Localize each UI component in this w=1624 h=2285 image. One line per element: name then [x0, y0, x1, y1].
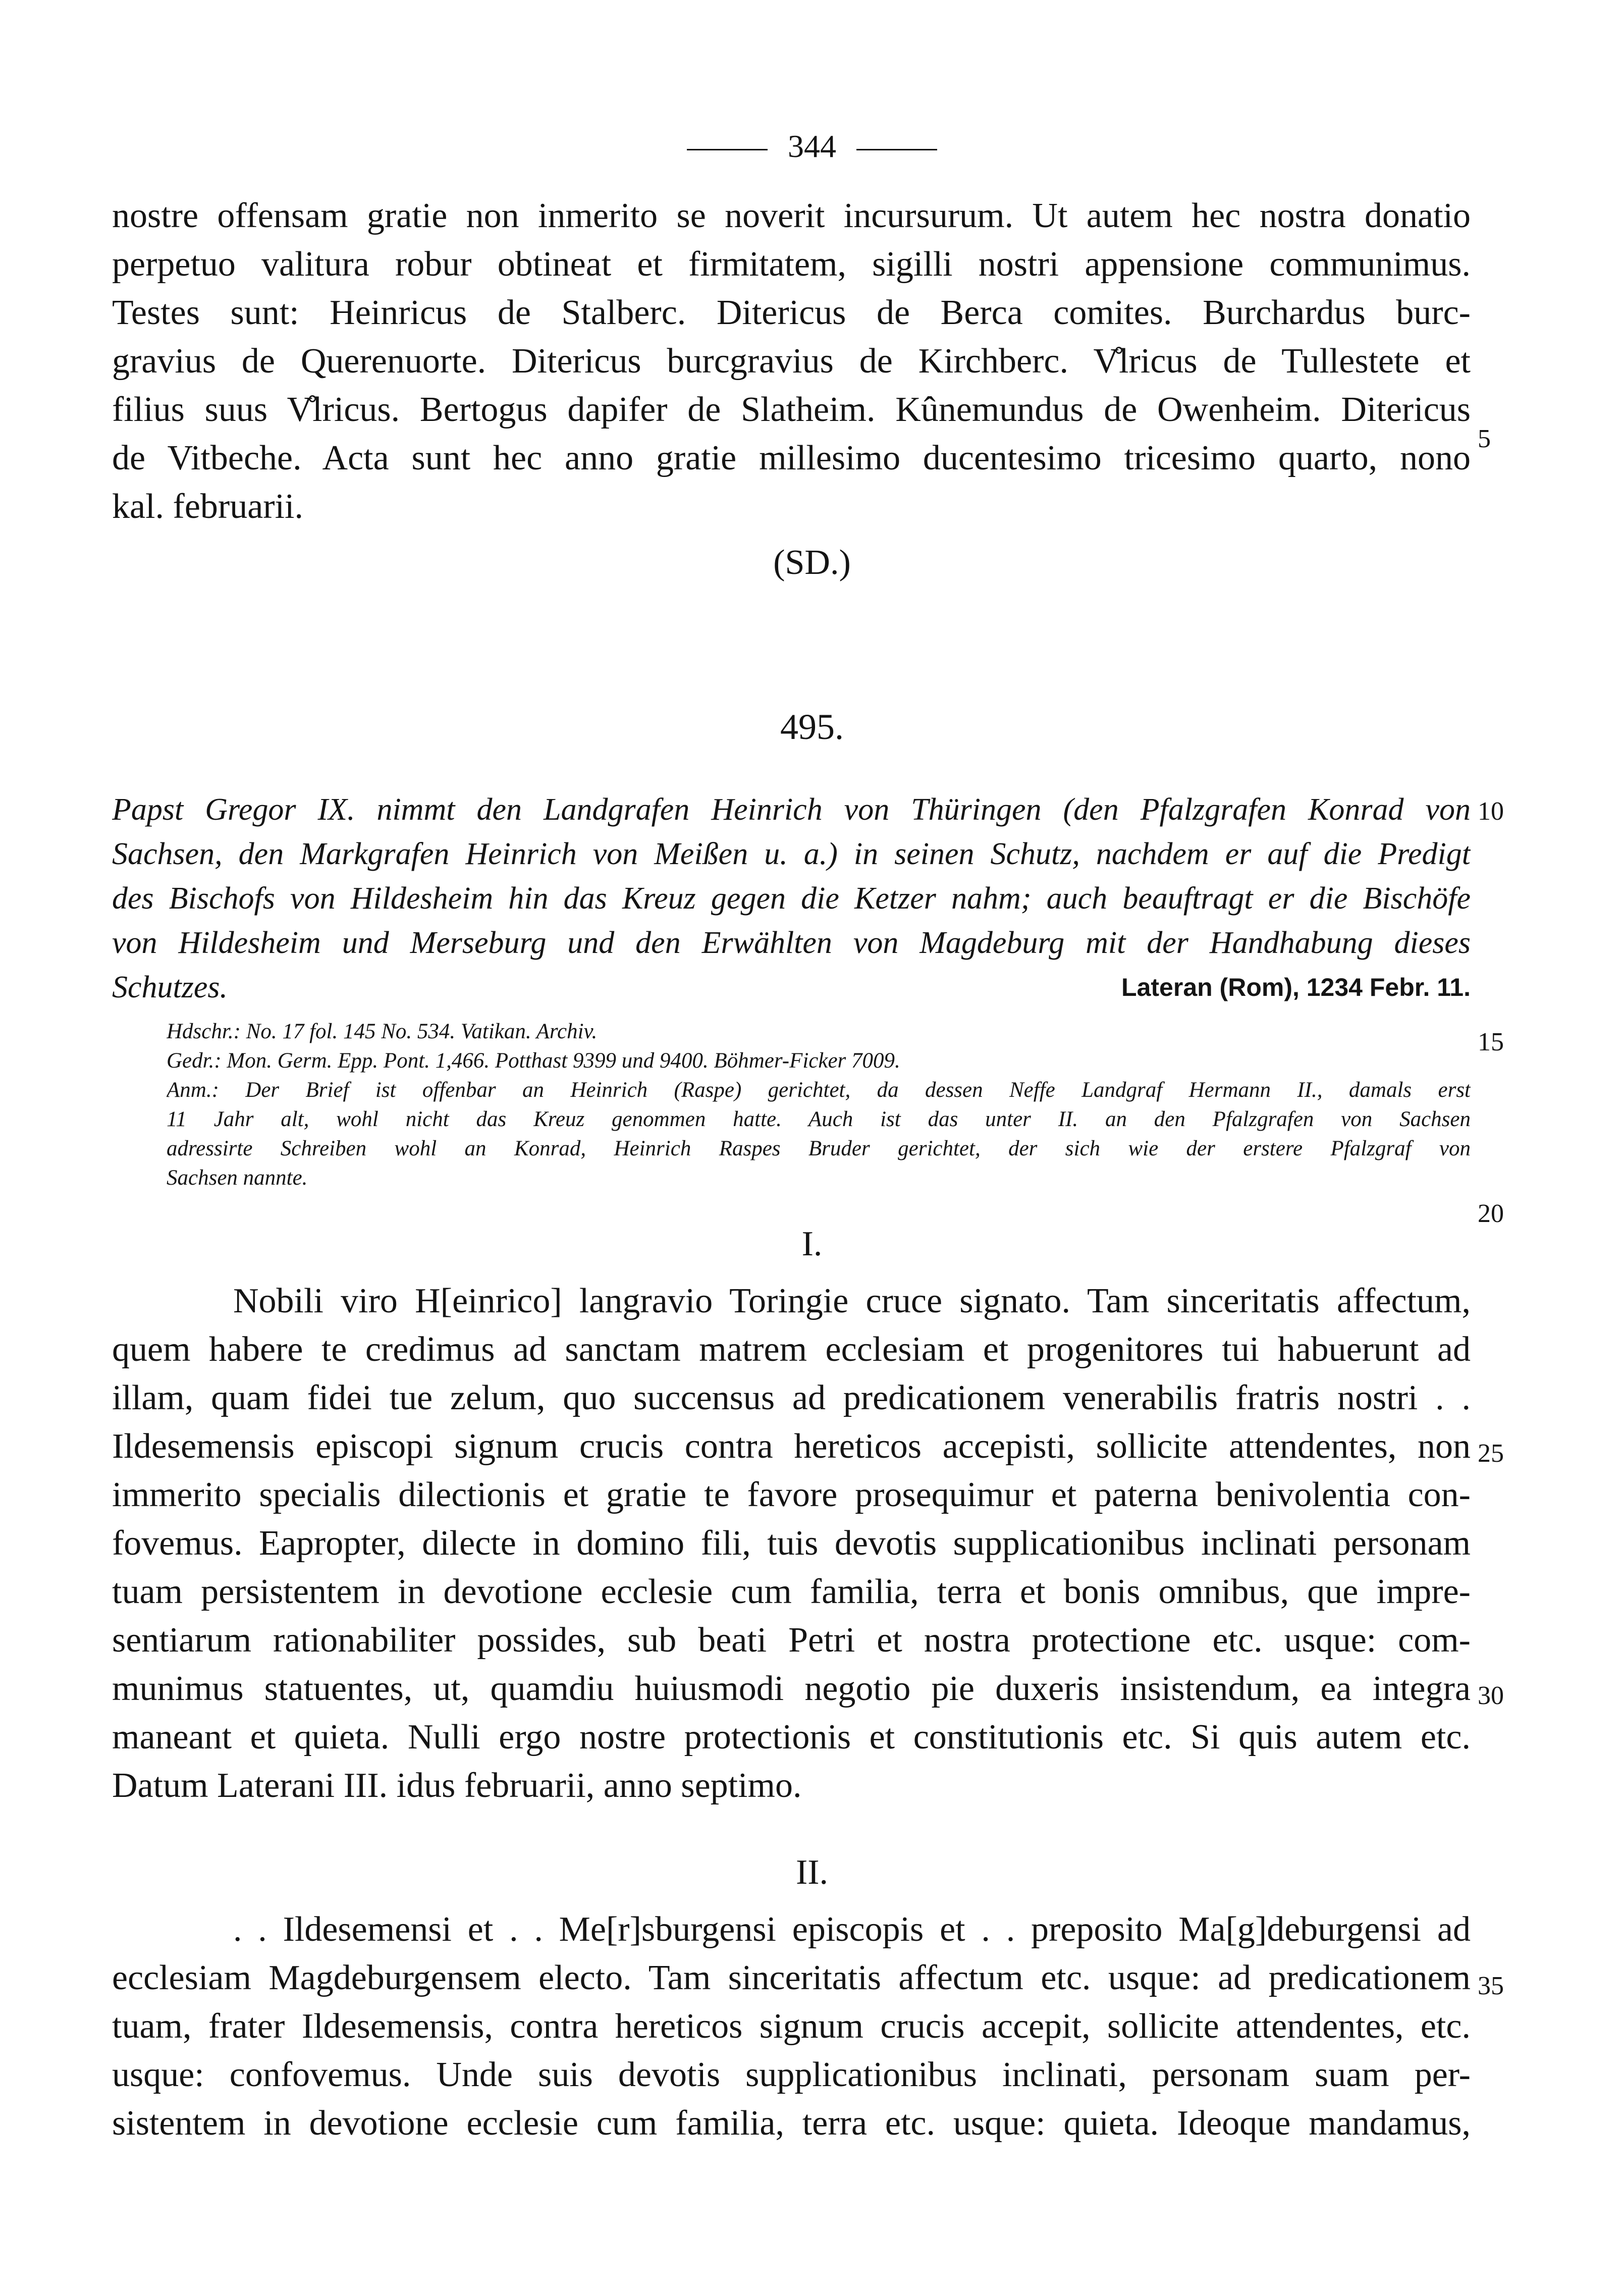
summary-line: von Hildesheim und Merseburg und den Erwählten von Magdeburg mit der Handhabung dieses — [112, 926, 1471, 960]
summary-last-line — [112, 965, 1471, 1009]
note-line: Sachsen nannte. — [167, 1166, 308, 1190]
section-heading-i: I. — [801, 1225, 823, 1263]
summary-line: Sachsen, den Markgrafen Heinrich von Meißen u. a.) in seinen Schutz, nachdem er auf die Predigt — [112, 837, 1471, 871]
section-one-line: sentiarum rationabiliter possides, sub beati Petri et nostra protectione etc. usque: com- — [112, 1621, 1471, 1660]
section-two-line: . . Ildesemensi et . . Me[r]sburgensi episcopis et . . preposito Ma[g]deburgensi ad — [233, 1910, 1471, 1949]
continuation-line: filius suus V̊lricus. Bertogus dapifer de Slatheim. Kûnemundus de Owenheim. Ditericus — [112, 390, 1471, 429]
continuation-line: de Vitbeche. Acta sunt hec anno gratie millesimo ducentesimo tricesimo quarto, nono — [112, 439, 1471, 477]
section-one-line: munimus statuentes, ut, quamdiu huiusmodi negotio pie duxeris insistendum, ea integra — [112, 1669, 1471, 1708]
note-line: 11 Jahr alt, wohl nicht das Kreuz genommen hatte. Auch ist das unter II. an den Pfalzgrafen von Sachsen — [167, 1107, 1471, 1131]
note-line: Gedr.: Mon. Germ. Epp. Pont. 1,466. Potthast 9399 und 9400. Böhmer-Ficker 7009. — [167, 1049, 900, 1073]
section-two-line: sistentem in devotione ecclesie cum familia, terra etc. usque: quieta. Ideoque mandamus, — [112, 2104, 1471, 2143]
section-one-line: illam, quam fidei tue zelum, quo succensus ad predicationem venerabilis fratris nostri . . — [112, 1378, 1471, 1417]
section-one-line: fovemus. Eapropter, dilecte in domino fili, tuis devotis supplicationibus inclinati personam — [112, 1524, 1471, 1563]
section-one-line: quem habere te credimus ad sanctam matrem ecclesiam et progenitores tui habuerunt ad — [112, 1330, 1471, 1369]
summary-line: des Bischofs von Hildesheim hin das Kreuz gegen die Ketzer nahm; auch beauftragt er die Bischöfe — [112, 881, 1471, 916]
summary-line: Papst Gregor IX. nimmt den Landgrafen Heinrich von Thüringen (den Pfalzgrafen Konrad von — [112, 792, 1471, 827]
page-header — [0, 126, 1624, 167]
margin-line-number: 10 — [1478, 797, 1504, 826]
section-one-line: Datum Laterani III. idus februarii, anno septimo. — [112, 1766, 802, 1805]
note-line: Hdschr.: No. 17 fol. 145 No. 534. Vatikan. Archiv. — [167, 1020, 598, 1043]
note-line: Anm.: Der Brief ist offenbar an Heinrich (Raspe) gerichtet, da dessen Neffe Landgraf Hermann II., damals erst — [167, 1078, 1471, 1102]
margin-line-number: 5 — [1478, 424, 1491, 453]
margin-line-number: 20 — [1478, 1199, 1504, 1228]
note-line: adressirte Schreiben wohl an Konrad, Heinrich Raspes Bruder gerichtet, der sich wie der erstere Pfalzgraf von — [167, 1137, 1471, 1160]
continuation-line: perpetuo valitura robur obtineat et firmitatem, sigilli nostri appensione communimus. — [112, 245, 1471, 284]
seal-mark: (SD.) — [773, 543, 851, 582]
section-two-line: tuam, frater Ildesemensis, contra hereticos signum crucis accepit, sollicite attendentes, etc. — [112, 2007, 1471, 2046]
section-one-line: tuam persistentem in devotione ecclesie cum familia, terra et bonis omnibus, que impre- — [112, 1572, 1471, 1611]
header-rule-right — [856, 149, 937, 150]
continuation-line: Testes sunt: Heinricus de Stalberc. Ditericus de Berca comites. Burchardus burc- — [112, 293, 1471, 332]
summary-line: Schutzes. — [112, 970, 228, 1004]
continuation-line: gravius de Querenuorte. Ditericus burcgravius de Kirchberc. V̊lricus de Tullestete et — [112, 342, 1471, 381]
margin-line-number: 25 — [1478, 1439, 1504, 1468]
document-number: 495. — [780, 707, 844, 747]
section-two-line: usque: confovemus. Unde suis devotis supplicationibus inclinati, personam suam per- — [112, 2055, 1471, 2094]
continuation-line: kal. februarii. — [112, 487, 303, 526]
section-one-line: maneant et quieta. Nulli ergo nostre protectionis et constitutionis etc. Si quis autem etc. — [112, 1718, 1471, 1757]
page-number: 344 — [788, 128, 836, 164]
margin-line-number: 30 — [1478, 1681, 1504, 1710]
summary-date: Lateran (Rom), 1234 Febr. 11. — [1121, 973, 1471, 1001]
section-one-line: Ildesemensis episcopi signum crucis contra hereticos accepisti, sollicite attendentes, non — [112, 1427, 1471, 1466]
margin-line-number: 15 — [1478, 1028, 1504, 1056]
section-two-line: ecclesiam Magdeburgensem electo. Tam sinceritatis affectum etc. usque: ad predicationem — [112, 1958, 1471, 1997]
header-rule-left — [687, 149, 768, 150]
margin-line-number: 35 — [1478, 1972, 1504, 2000]
section-one-line: Nobili viro H[einrico] langravio Toringie cruce signato. Tam sinceritatis affectum, — [233, 1282, 1471, 1320]
continuation-line: nostre offensam gratie non inmerito se noverit incursurum. Ut autem hec nostra donatio — [112, 196, 1471, 235]
section-heading-ii: II. — [795, 1853, 829, 1892]
section-one-line: immerito specialis dilectionis et gratie te favore prosequimur et paterna benivolentia con- — [112, 1475, 1471, 1514]
